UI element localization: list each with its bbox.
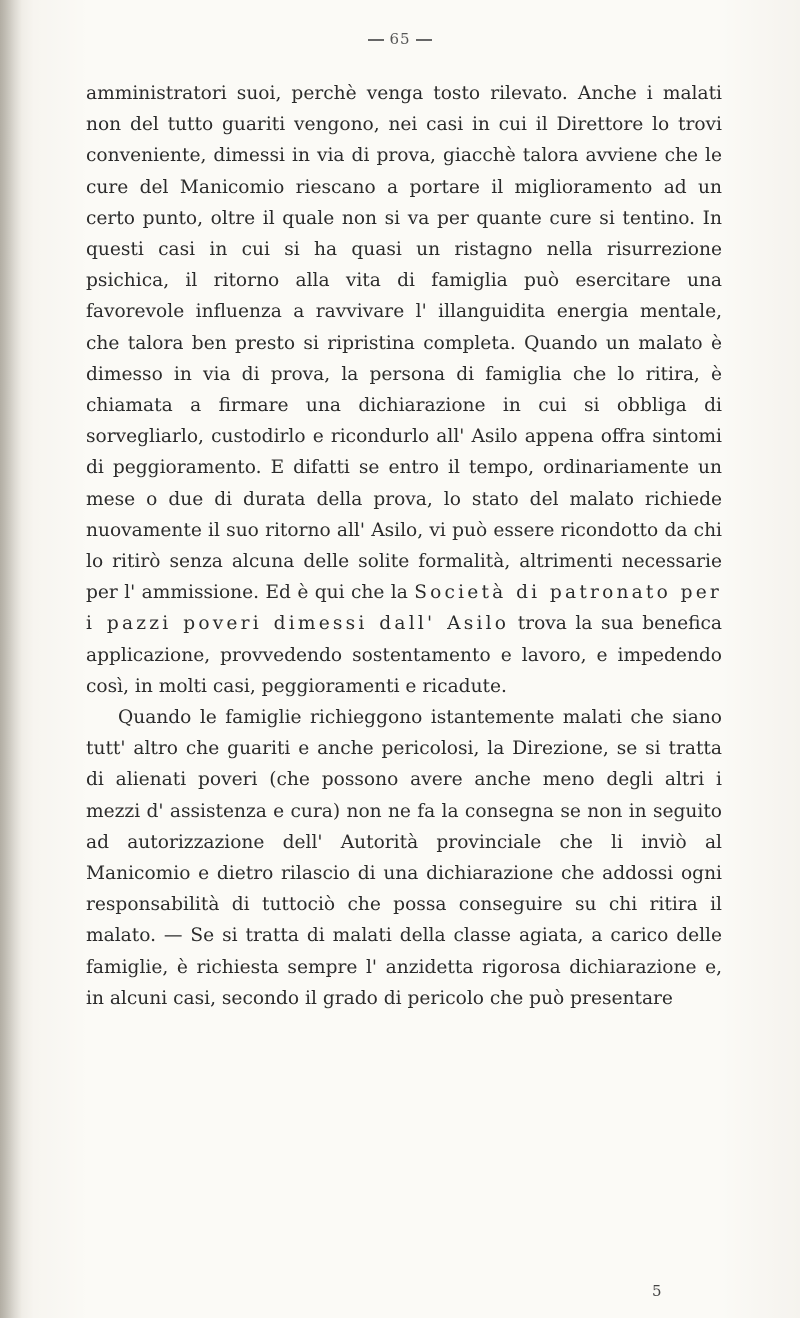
left-ornament-dash — [368, 39, 384, 41]
page-number: 65 — [389, 30, 411, 48]
paragraph-1 — [86, 78, 722, 702]
running-head — [0, 30, 800, 48]
paragraph-2-part-1: Quando le famiglie richieggono istantemente malati che siano tutt' altro che guariti e anche pericolosi, la Direzione, se si tratta di alienati poveri (che possono avere anche meno degli altri i mezzi d' assistenza e cura) non ne fa la consegna se non in seguito ad autorizzazione dell' Autorità provinciale che li inviò al Manicomio e dietro rilascio di una dichiarazione che addossi ogni responsabilità di tuttociò che possa conseguire su chi ritira il malato. — Se si tratta di malati della classe agiata, a carico delle famiglie, è richiesta sempre l' anzidetta rigorosa dichiarazione e, in alcuni casi, secondo il grado di pericolo che può presentare — [86, 707, 722, 1009]
paragraph-1-part-1: amministratori suoi, perchè venga tosto rilevato. Anche i malati non del tutto guariti vengono, nei casi in cui il Direttore lo trovi conveniente, dimessi in via di prova, giacchè talora avviene che le cure del Manicomio riescano a portare il miglioramento ad un certo punto, oltre il quale non si va per quante cure si tentino. In questi casi in cui si ha quasi un ristagno nella risurrezione psichica, il ritorno alla vita di famiglia può esercitare una favorevole influenza a ravvivare l' illanguidita energia mentale, che talora ben presto si ripristina completa. Quando un malato è dimesso in via di prova, la persona di famiglia che lo ritira, è chiamata a firmare una dichiarazione in cui si obbliga di sorvegliarlo, custodirlo e ricondurlo all' Asilo appena offra sintomi di peggioramento. E difatti se entro il tempo, ordinariamente un mese o due di durata della prova, lo stato del malato richiede nuovamente il suo ritorno all' Asilo, vi può essere ricondotto da chi lo ritirò senza alcuna delle solite formalità, altrimenti necessarie per l' ammissione. Ed è qui che la — [86, 83, 722, 604]
paragraph-1-part-3: trova la sua benefica applicazione, provvedendo sostentamento e lavoro, e impedendo così, in molti casi, peggioramenti e ricadute. — [86, 613, 722, 697]
binding-shadow — [0, 0, 22, 1318]
signature-mark: 5 — [652, 1282, 662, 1300]
body-text — [86, 78, 722, 1014]
paragraph-1-spaced-emphasis: Società di patronato per i pazzi poveri dimessi dall' Asilo — [86, 582, 722, 635]
paragraph-2 — [86, 702, 722, 1014]
right-ornament-dash — [416, 39, 432, 41]
